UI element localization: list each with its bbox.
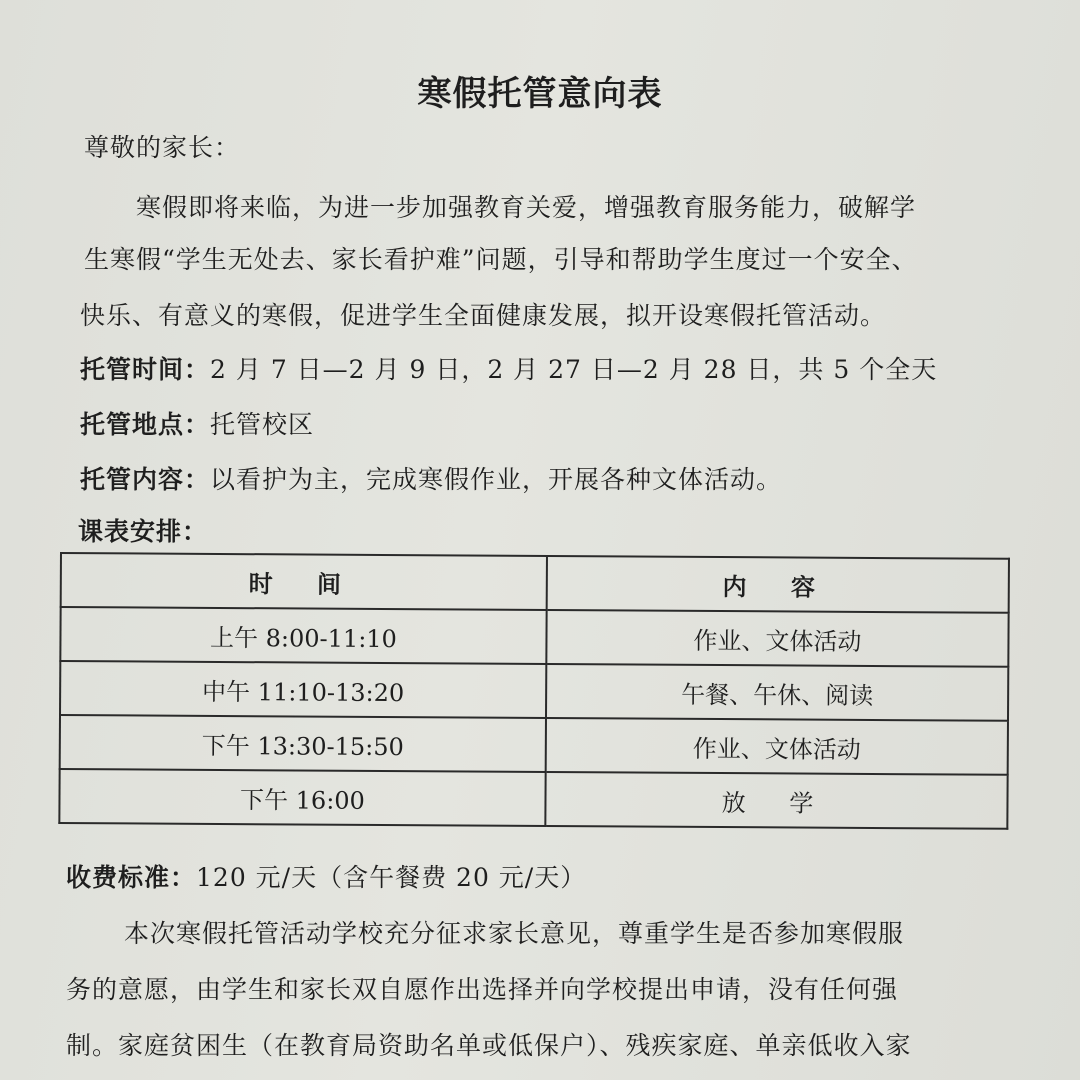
fee-value: 120 元/天（含午餐费 20 元/天） bbox=[196, 863, 587, 892]
place-row bbox=[80, 405, 314, 441]
table-header-row bbox=[61, 553, 1009, 613]
intro-line-1: 寒假即将来临，为进一步加强教育关爱，增强教育服务能力，破解学 bbox=[136, 193, 917, 222]
fee-label: 收费标准： bbox=[66, 863, 197, 892]
time-value: 2 月 7 日—2 月 9 日，2 月 27 日—2 月 28 日，共 5 个全天 bbox=[210, 355, 938, 384]
closing-line-1: 本次寒假托管活动学校充分征求家长意见，尊重学生是否参加寒假服 bbox=[124, 919, 905, 948]
table-row bbox=[60, 607, 1008, 667]
intro-line-2: 生寒假“学生无处去、家长看护难”问题，引导和帮助学生度过一个安全、 bbox=[84, 245, 918, 274]
document-title: 寒假托管意向表 bbox=[417, 74, 663, 114]
closing-line-3: 制。家庭贫困生（在教育局资助名单或低保户）、残疾家庭、单亲低收入家 bbox=[66, 1031, 912, 1060]
schedule-table bbox=[58, 552, 1010, 830]
time-label: 托管时间： bbox=[80, 355, 211, 384]
fee-row bbox=[66, 858, 586, 894]
table-cell-content: 午餐、午休、阅读 bbox=[546, 664, 1008, 721]
content-value: 以看护为主，完成寒假作业，开展各种文体活动。 bbox=[210, 465, 783, 494]
table-cell-content: 放 学 bbox=[545, 772, 1007, 829]
table-header-content: 内 容 bbox=[547, 556, 1009, 613]
schedule-label: 课表安排： bbox=[78, 517, 209, 546]
table-cell-time: 下午 16:00 bbox=[59, 769, 545, 826]
time-row bbox=[80, 350, 937, 386]
table-cell-time: 中午 11:10-13:20 bbox=[60, 661, 546, 718]
table-header-time: 时 间 bbox=[61, 553, 547, 610]
place-label: 托管地点： bbox=[80, 410, 211, 439]
table-row bbox=[59, 769, 1007, 829]
content-row bbox=[80, 460, 782, 496]
table-row bbox=[60, 715, 1008, 775]
table-cell-time: 下午 13:30-15:50 bbox=[60, 715, 546, 772]
table-cell-time: 上午 8:00-11:10 bbox=[60, 607, 546, 664]
table-cell-content: 作业、文体活动 bbox=[546, 718, 1008, 775]
closing-line-2: 务的意愿，由学生和家长双自愿作出选择并向学校提出申请，没有任何强 bbox=[66, 975, 899, 1004]
greeting: 尊敬的家长： bbox=[84, 133, 241, 162]
intro-line-3: 快乐、有意义的寒假，促进学生全面健康发展，拟开设寒假托管活动。 bbox=[80, 301, 887, 330]
table-row bbox=[60, 661, 1008, 721]
table-cell-content: 作业、文体活动 bbox=[546, 610, 1008, 667]
place-value: 托管校区 bbox=[210, 410, 315, 439]
content-label: 托管内容： bbox=[80, 465, 211, 494]
